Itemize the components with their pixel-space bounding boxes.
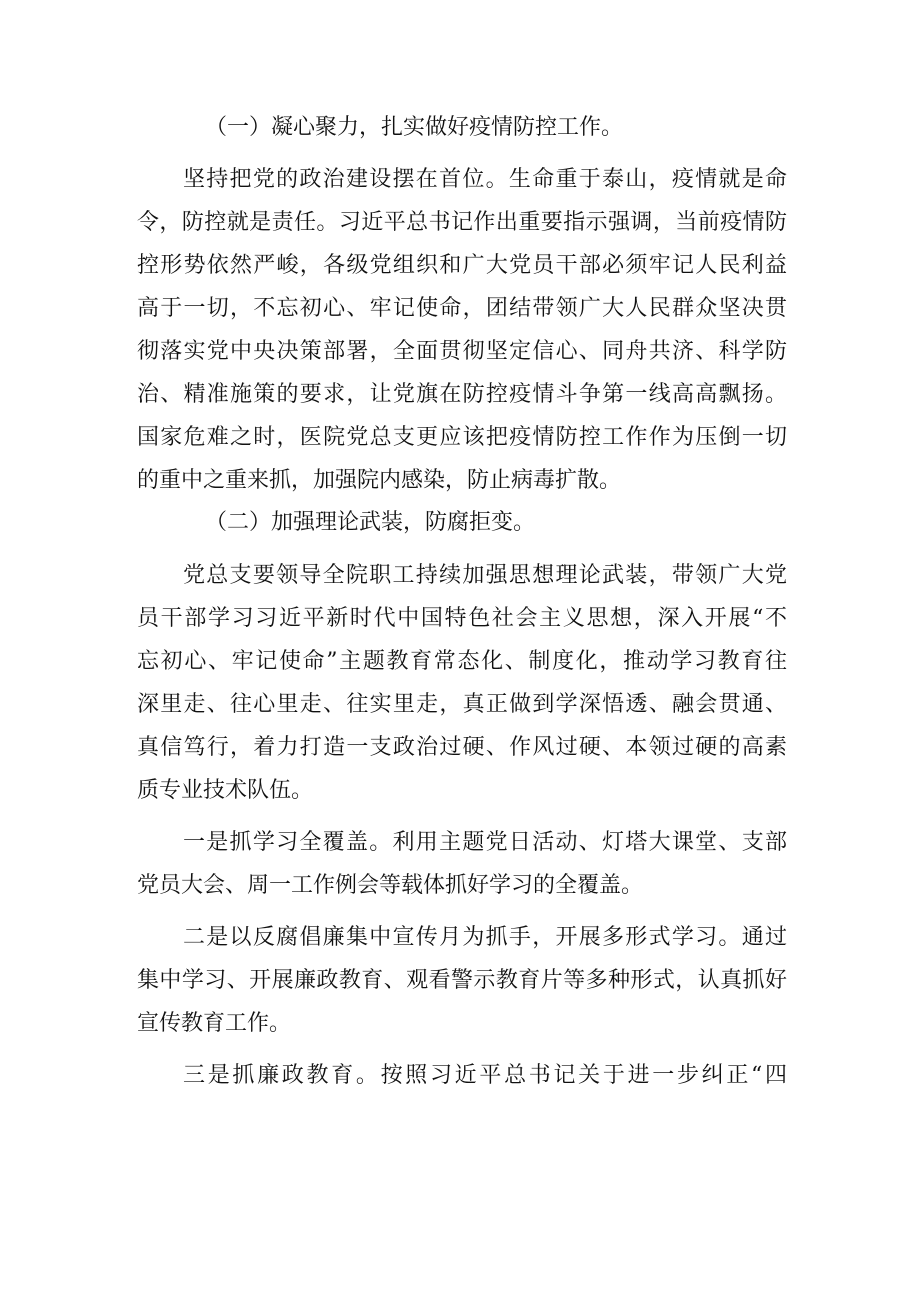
paragraph-line: 国家危难之时，医院党总支更应该把疫情防控工作作为压倒一切 — [137, 425, 787, 450]
paragraph-line: 令，防控就是责任。习近平总书记作出重要指示强调，当前疫情防 — [137, 210, 787, 235]
paragraph-line: 一是抓学习全覆盖。利用主题党日活动、灯塔大课堂、支部 — [183, 830, 787, 855]
paragraph-line: 控形势依然严峻，各级党组织和广大党员干部必须牢记人民利益 — [137, 253, 787, 278]
paragraph-line: 三是抓廉政教育。按照习近平总书记关于进一步纠正“四 — [183, 1063, 787, 1088]
paragraph-line: 治、精准施策的要求，让党旗在防控疫情斗争第一线高高飘扬。 — [137, 382, 787, 407]
paragraph-line: 员干部学习习近平新时代中国特色社会主义思想，深入开展“不 — [137, 606, 787, 631]
paragraph-line: 二是以反腐倡廉集中宣传月为抓手，开展多形式学习。通过 — [183, 925, 787, 950]
paragraph-line: 真信笃行，着力打造一支政治过硬、作风过硬、本领过硬的高素 — [137, 735, 787, 760]
paragraph-line: 忘初心、牢记使命”主题教育常态化、制度化，推动学习教育往 — [137, 649, 787, 674]
paragraph-line: 深里走、往心里走、往实里走，真正做到学深悟透、融会贯通、 — [137, 692, 787, 717]
paragraph-line: 党员大会、周一工作例会等载体抓好学习的全覆盖。 — [137, 873, 644, 898]
paragraph-line: 党总支要领导全院职工持续加强思想理论武装，带领广大党 — [183, 563, 787, 588]
paragraph-line: 坚持把党的政治建设摆在首位。生命重于泰山，疫情就是命 — [183, 167, 787, 192]
paragraph-line: 质专业技术队伍。 — [137, 778, 314, 803]
section-heading-2: （二）加强理论武装，防腐拒变。 — [205, 510, 536, 535]
paragraph-line: 集中学习、开展廉政教育、观看警示教育片等多种形式，认真抓好 — [137, 968, 787, 993]
section-heading-1: （一）凝心聚力，扎实做好疫情防控工作。 — [205, 115, 624, 140]
paragraph-line: 的重中之重来抓，加强院内感染，防止病毒扩散。 — [137, 468, 622, 493]
paragraph-line: 高于一切，不忘初心、牢记使命，团结带领广大人民群众坚决贯 — [137, 296, 787, 321]
paragraph-line: 宣传教育工作。 — [137, 1011, 292, 1036]
paragraph-line: 彻落实党中央决策部署，全面贯彻坚定信心、同舟共济、科学防 — [137, 339, 787, 364]
